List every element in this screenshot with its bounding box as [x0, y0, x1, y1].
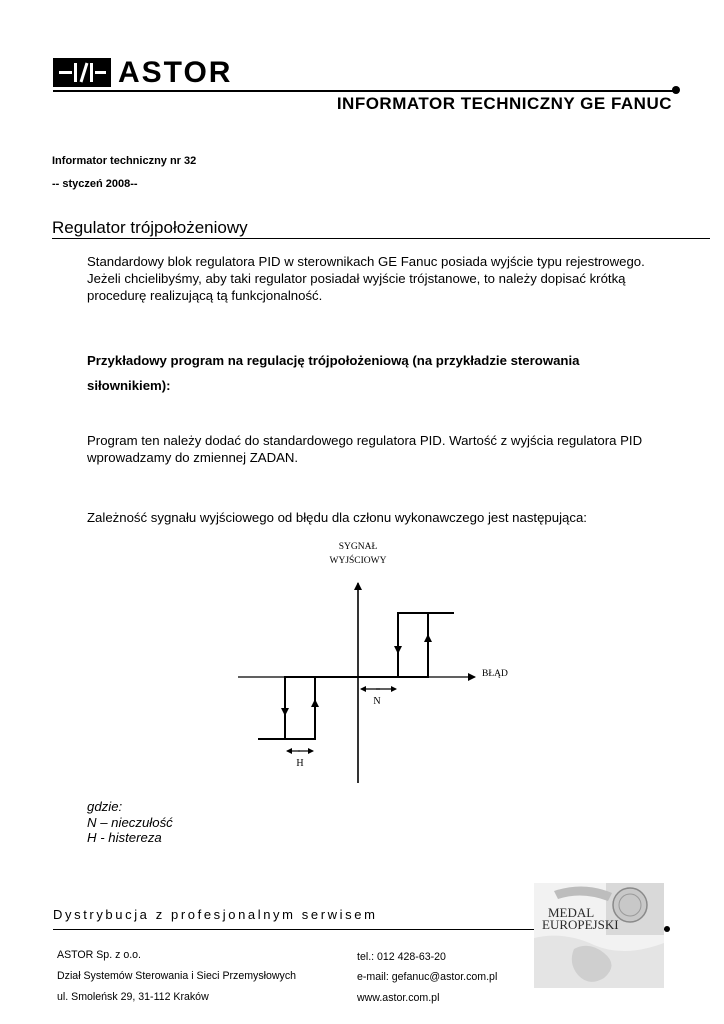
paragraph-line: procedurę realizującą tą funkcjonalność. — [87, 288, 323, 303]
footer-www: www.astor.com.pl — [357, 992, 440, 1004]
y-axis-label-2: WYJŚCIOWY — [329, 556, 387, 566]
astor-logo-icon — [53, 58, 111, 87]
negative-step-return — [285, 677, 315, 739]
bulletin-date: -- styczeń 2008-- — [52, 178, 138, 190]
paragraph-line: Standardowy blok regulatora PID w sterownikach GE Fanuc posiada wyjście typu rejestrowego. — [87, 254, 645, 269]
heading-line: siłownikiem): — [87, 378, 171, 393]
paragraph-line: Jeżeli chcielibyśmy, aby taki regulator posiadał wyjście trójstanowe, to należy dopisać krótką — [87, 271, 626, 286]
header-rule — [53, 90, 677, 92]
negative-branch — [258, 677, 358, 739]
hysteresis-diagram — [230, 535, 520, 790]
legend-intro: gdzie: — [87, 799, 123, 814]
logo-text: ASTOR — [118, 56, 233, 89]
astor-logo-mark — [53, 58, 111, 87]
legend-n: N – nieczułość — [87, 814, 173, 830]
section-rule — [52, 238, 710, 239]
heading-line: Przykładowy program na regulację trójpołożeniową (na przykładzie sterowania — [87, 353, 580, 368]
paragraph-program — [87, 432, 687, 466]
paragraph-line: wprowadzamy do zmiennej ZADAN. — [87, 450, 299, 465]
footer-phone: tel.: 012 428-63-20 — [357, 951, 446, 963]
n-label: N — [373, 696, 381, 707]
header-title: INFORMATOR TECHNICZNY GE FANUC — [336, 94, 672, 113]
footer-rule-dot — [664, 926, 670, 932]
section-title: Regulator trójpołożeniowy — [52, 218, 248, 237]
footer-company: ASTOR Sp. z o.o. — [57, 949, 141, 961]
legend-h: H - histereza — [87, 830, 162, 845]
paragraph-line: Program ten należy dodać do standardowego regulatora PID. Wartość z wyjścia regulatora PID — [87, 433, 643, 448]
footer-address: ul. Smoleńsk 29, 31-112 Kraków — [57, 991, 209, 1003]
footer-department: Dział Systemów Sterowania i Sieci Przemysłowych — [57, 970, 297, 982]
y-axis-label-1: SYGNAŁ — [338, 542, 378, 552]
header-rule-dot — [672, 86, 680, 94]
positive-branch — [358, 613, 454, 677]
positive-step-return — [398, 613, 428, 677]
footer-tagline: Dystrybucja z profesjonalnym serwisem — [53, 907, 378, 922]
bulletin-number: Informator techniczny nr 32 — [52, 155, 197, 167]
legend — [87, 799, 173, 846]
medal-line-1: MEDAL — [548, 905, 595, 920]
medal-line-2: EUROPEJSKI — [542, 917, 619, 932]
paragraph-dependency: Zależność sygnału wyjściowego od błędu dla członu wykonawczego jest następująca: — [87, 510, 587, 525]
paragraph-intro — [87, 253, 687, 304]
footer-email: e-mail: gefanuc@astor.com.pl — [357, 971, 498, 983]
h-label: H — [296, 758, 304, 769]
european-medal-image — [534, 883, 664, 988]
example-heading — [87, 348, 647, 398]
x-axis-label: BŁĄD — [482, 669, 508, 679]
